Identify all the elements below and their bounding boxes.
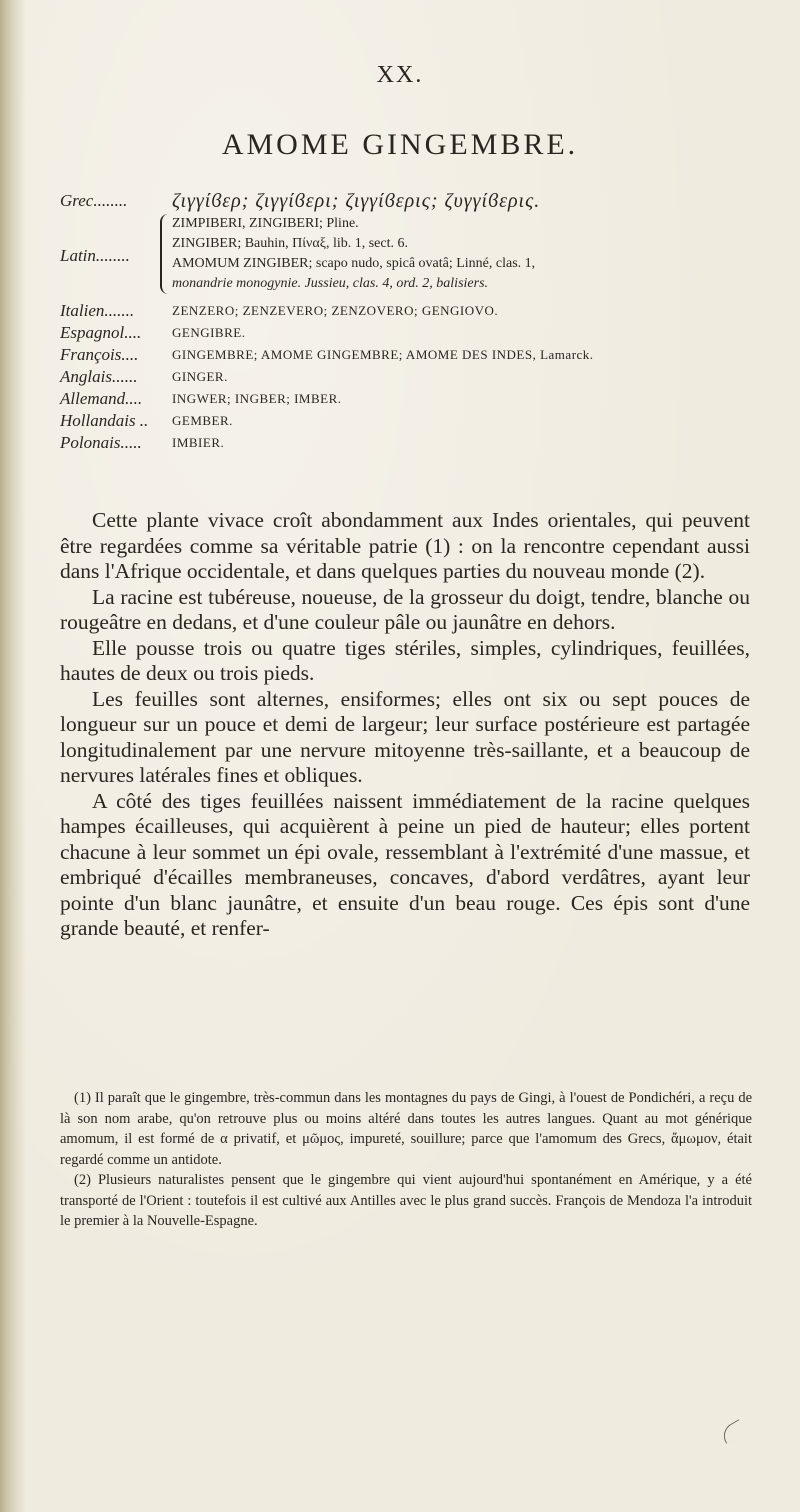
lang-value-grec: ζιγγίϐερ; ζιγγίϐερι; ζιγγίϐερις; ζυγγίϐερις.	[172, 190, 541, 212]
lang-value-francais: GINGEMBRE; AMOME GINGEMBRE; AMOME DES INDES, Lamarck.	[172, 347, 594, 362]
latin-line: ZIMPIBERI, ZINGIBERI; Pline.	[172, 216, 359, 231]
lang-label-grec: Grec........	[60, 191, 128, 210]
footnotes	[60, 1088, 752, 1232]
name-row-allemand	[60, 388, 780, 410]
nomenclature-table	[60, 190, 780, 454]
name-row-francais	[60, 344, 780, 366]
lang-label-polonais: Polonais.....	[60, 433, 142, 452]
name-row-italien	[60, 300, 780, 322]
lang-label-italien: Italien.......	[60, 301, 135, 320]
body-paragraph: Cette plante vivace croît abondamment aux Indes orientales, qui peuvent être regardées comme sa véritable patrie (1) : on la rencontre cependant aussi dans l'Afrique occidentale, et dans quelques parties du nouveau monde (2).	[60, 508, 750, 583]
lang-value-anglais: GINGER.	[172, 369, 228, 384]
brace	[160, 214, 170, 294]
latin-line: monandrie monogynie. Jussieu, clas. 4, ord. 2, balisiers.	[172, 276, 489, 291]
page-gutter-shadow	[0, 0, 26, 1512]
lang-label-espagnol: Espagnol....	[60, 323, 142, 342]
name-row-espagnol	[60, 322, 780, 344]
body-paragraph: Les feuilles sont alternes, ensiformes; elles ont six ou sept pouces de longueur sur un pouce et demi de largeur; leur surface postérieure est partagée longitudinalement par une nervure mitoyenne très-saillante, et a beaucoup de nervures latérales fines et obliques.	[60, 686, 750, 787]
page-corner-mark	[719, 1419, 746, 1443]
lang-value-hollandais: GEMBER.	[172, 413, 233, 428]
body-paragraph: Elle pousse trois ou quatre tiges stériles, simples, cylindriques, feuillées, hautes de deux ou trois pieds.	[60, 635, 750, 685]
lang-label-hollandais: Hollandais ..	[60, 411, 149, 430]
lang-label-latin: Latin........	[60, 246, 130, 265]
name-row-hollandais	[60, 410, 780, 432]
name-row-anglais	[60, 366, 780, 388]
lang-value-polonais: IMBIER.	[172, 435, 225, 450]
footnote-2: (2) Plusieurs naturalistes pensent que le gingembre qui vient aujourd'hui spontanément en Amérique, y a été transporté de l'Orient : toutefois il est cultivé aux Antilles avec le plus grand succès. François de Mendoza l'a introduit le premier à la Nouvelle-Espagne.	[60, 1172, 752, 1229]
lang-label-anglais: Anglais......	[60, 367, 138, 386]
latin-line: ZINGIBER; Bauhin, Πίναξ, lib. 1, sect. 6.	[172, 236, 408, 251]
lang-value-italien: ZENZERO; ZENZEVERO; ZENZOVERO; GENGIOVO.	[172, 303, 499, 318]
name-row-polonais	[60, 432, 780, 454]
lang-label-allemand: Allemand....	[60, 389, 143, 408]
latin-line: AMOMUM ZINGIBER; scapo nudo, spicâ ovatâ; Linné, clas. 1,	[172, 256, 536, 271]
body-paragraph: La racine est tubéreuse, noueuse, de la grosseur du doigt, tendre, blanche ou rougeâtre en dedans, et d'une couleur pâle ou jaunâtre en dehors.	[60, 584, 750, 634]
body-text	[60, 508, 750, 942]
lang-label-francais: François....	[60, 345, 139, 364]
body-paragraph: A côté des tiges feuillées naissent immédiatement de la racine quelques hampes écailleuses, qui acquièrent à peine un pied de hauteur; elles portent chacune à leur sommet un épi ovale, ressemblant à l'extrémité d'une massue, et embriqué d'écailles membraneuses, concaves, d'abord verdâtres, ayant leur pointe d'un blanc jaunâtre, et ensuite d'un beau rouge. Ces épis sont d'une grande beauté, et renfer-	[60, 788, 750, 940]
name-row-grec	[60, 190, 780, 212]
lang-value-espagnol: GENGIBRE.	[172, 325, 246, 340]
lang-value-allemand: INGWER; INGBER; IMBER.	[172, 391, 342, 406]
name-row-latin	[60, 212, 780, 300]
page-title: AMOME GINGEMBRE.	[221, 128, 579, 161]
footnote-1: (1) Il paraît que le gingembre, très-commun dans les montagnes du pays de Gingi, à l'ouest de Pondichéri, a reçu de là son nom arabe, qu'on retrouve plus ou moins altéré dans toutes les autres langues. Quant au mot générique amomum, il est formé de α privatif, et μῶμος, impureté, souillure; parce que l'amomum des Grecs, ἄμωμον, était regardé comme un antidote.	[60, 1090, 752, 1168]
page-number: XX.	[376, 62, 424, 88]
